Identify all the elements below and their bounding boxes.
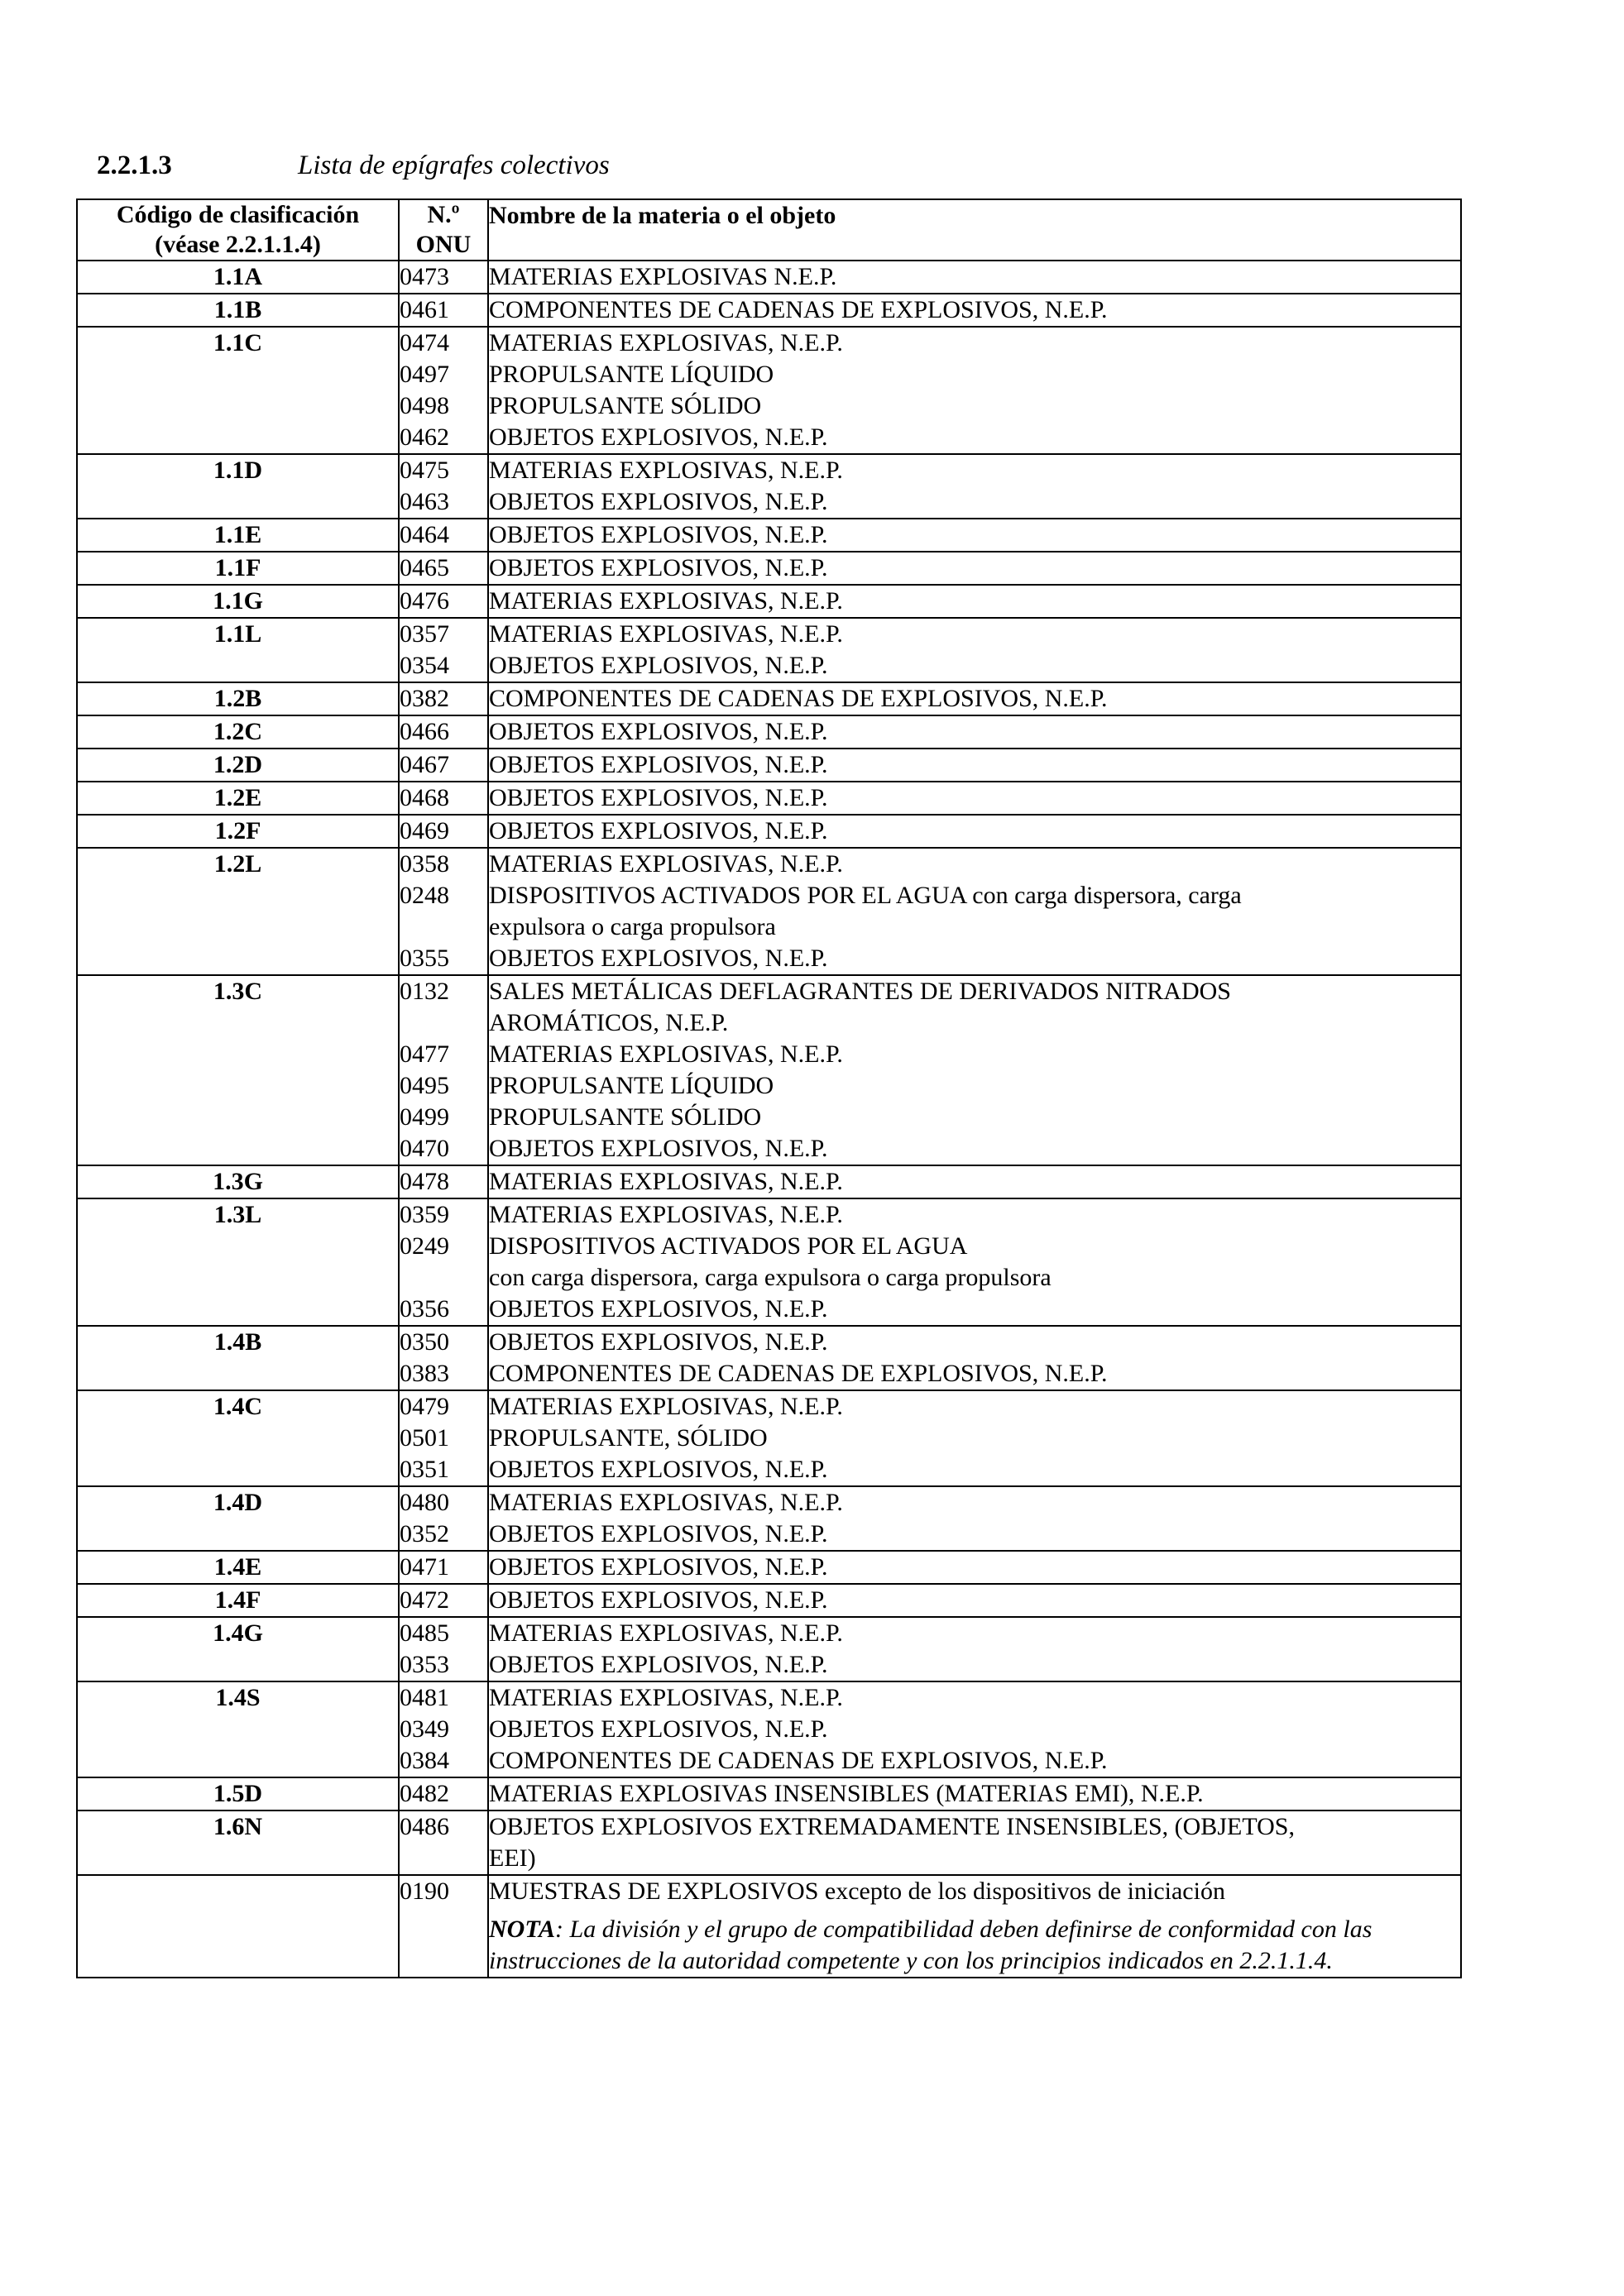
un-number: 0476	[399, 585, 488, 618]
substance-name: COMPONENTES DE CADENAS DE EXPLOSIVOS, N.E.P.	[488, 682, 1461, 715]
classification-code: 1.1A	[77, 261, 399, 294]
un-number: 0358 0248 0355	[399, 848, 488, 975]
substance-name: OBJETOS EXPLOSIVOS, N.E.P. COMPONENTES DE CADENAS DE EXPLOSIVOS, N.E.P.	[488, 1326, 1461, 1390]
classification-code: 1.4G	[77, 1617, 399, 1681]
table-row	[77, 552, 1461, 585]
classification-code: 1.5D	[77, 1777, 399, 1810]
un-number: 0350 0383	[399, 1326, 488, 1390]
un-number: 0465	[399, 552, 488, 585]
un-number: 0473	[399, 261, 488, 294]
table-row	[77, 261, 1461, 294]
classification-code	[77, 1875, 399, 1978]
substance-name: MUESTRAS DE EXPLOSIVOS excepto de los dispositivos de iniciación NOTA: La división y el grupo de compatibilidad deben definirse de conformidad con las instrucciones de la autoridad competente y con los principios indicados en 2.2.1.1.4.	[488, 1875, 1461, 1978]
substance-name: MATERIAS EXPLOSIVAS, N.E.P.	[488, 585, 1461, 618]
substance-name: MATERIAS EXPLOSIVAS, N.E.P. OBJETOS EXPLOSIVOS, N.E.P. COMPONENTES DE CADENAS DE EXPLOSIVOS, N.E.P.	[488, 1681, 1461, 1777]
table-row	[77, 1551, 1461, 1584]
substance-name: MATERIAS EXPLOSIVAS, N.E.P. OBJETOS EXPLOSIVOS, N.E.P.	[488, 1617, 1461, 1681]
substance-name: OBJETOS EXPLOSIVOS EXTREMADAMENTE INSENSIBLES, (OBJETOS, EEI)	[488, 1810, 1461, 1875]
table-row	[77, 585, 1461, 618]
un-number: 0467	[399, 749, 488, 782]
un-number: 0190	[399, 1875, 488, 1978]
table-row	[77, 1198, 1461, 1326]
substance-name: MATERIAS EXPLOSIVAS INSENSIBLES (MATERIAS EMI), N.E.P.	[488, 1777, 1461, 1810]
un-number: 0382	[399, 682, 488, 715]
classification-code: 1.1E	[77, 519, 399, 552]
header-classification-code: Código de clasificación (véase 2.2.1.1.4)	[77, 199, 399, 261]
substance-name: MATERIAS EXPLOSIVAS, N.E.P. OBJETOS EXPLOSIVOS, N.E.P.	[488, 454, 1461, 519]
classification-code: 1.1F	[77, 552, 399, 585]
substance-name: MATERIAS EXPLOSIVAS, N.E.P. OBJETOS EXPLOSIVOS, N.E.P.	[488, 618, 1461, 682]
substance-name: COMPONENTES DE CADENAS DE EXPLOSIVOS, N.E.P.	[488, 294, 1461, 327]
header-un-number: N.º ONU	[399, 199, 488, 261]
table-row	[77, 682, 1461, 715]
classification-code: 1.4B	[77, 1326, 399, 1390]
table-row	[77, 1584, 1461, 1617]
section-heading	[97, 146, 610, 185]
classification-code: 1.2B	[77, 682, 399, 715]
substance-name: OBJETOS EXPLOSIVOS, N.E.P.	[488, 749, 1461, 782]
un-number: 0357 0354	[399, 618, 488, 682]
substance-name: OBJETOS EXPLOSIVOS, N.E.P.	[488, 1551, 1461, 1584]
table-row	[77, 1810, 1461, 1875]
table-row	[77, 1326, 1461, 1390]
classification-code: 1.2E	[77, 782, 399, 815]
classification-code: 1.4E	[77, 1551, 399, 1584]
un-number: 0359 0249 0356	[399, 1198, 488, 1326]
table-row	[77, 782, 1461, 815]
classification-code: 1.1G	[77, 585, 399, 618]
substance-name: SALES METÁLICAS DEFLAGRANTES DE DERIVADOS NITRADOS AROMÁTICOS, N.E.P. MATERIAS EXPLOSIVAS, N.E.P. PROPULSANTE LÍQUIDO PROPULSANTE SÓLIDO OBJETOS EXPLOSIVOS, N.E.P.	[488, 975, 1461, 1165]
classification-code: 1.2F	[77, 815, 399, 848]
collective-entries-table	[76, 199, 1462, 1978]
table-row	[77, 1617, 1461, 1681]
classification-code: 1.2D	[77, 749, 399, 782]
table-row	[77, 1390, 1461, 1486]
table-row	[77, 454, 1461, 519]
table-row	[77, 294, 1461, 327]
substance-name: MATERIAS EXPLOSIVAS, N.E.P. PROPULSANTE, SÓLIDO OBJETOS EXPLOSIVOS, N.E.P.	[488, 1390, 1461, 1486]
classification-code: 1.4C	[77, 1390, 399, 1486]
classification-code: 1.4F	[77, 1584, 399, 1617]
un-number: 0482	[399, 1777, 488, 1810]
un-number: 0486	[399, 1810, 488, 1875]
header-substance-name: Nombre de la materia o el objeto	[488, 199, 1461, 261]
note	[489, 1914, 1460, 1977]
section-title: Lista de epígrafes colectivos	[298, 151, 610, 180]
substance-name: MATERIAS EXPLOSIVAS N.E.P.	[488, 261, 1461, 294]
classification-code: 1.1L	[77, 618, 399, 682]
substance-name: MATERIAS EXPLOSIVAS, N.E.P. DISPOSITIVOS ACTIVADOS POR EL AGUA con carga dispersora, carga expulsora o carga propulsora OBJETOS EXPLOSIVOS, N.E.P.	[488, 848, 1461, 975]
table-row	[77, 715, 1461, 749]
un-number: 0478	[399, 1165, 488, 1198]
table-row	[77, 848, 1461, 975]
un-number: 0480 0352	[399, 1486, 488, 1551]
table-row	[77, 1165, 1461, 1198]
un-number: 0469	[399, 815, 488, 848]
un-number: 0485 0353	[399, 1617, 488, 1681]
substance-name: OBJETOS EXPLOSIVOS, N.E.P.	[488, 552, 1461, 585]
substance-name: OBJETOS EXPLOSIVOS, N.E.P.	[488, 519, 1461, 552]
classification-code: 1.3L	[77, 1198, 399, 1326]
classification-code: 1.3G	[77, 1165, 399, 1198]
section-number: 2.2.1.3	[97, 151, 172, 180]
classification-code: 1.4S	[77, 1681, 399, 1777]
note-label: NOTA	[489, 1916, 556, 1943]
table-row	[77, 519, 1461, 552]
substance-name: OBJETOS EXPLOSIVOS, N.E.P.	[488, 815, 1461, 848]
un-number: 0481 0349 0384	[399, 1681, 488, 1777]
table-row	[77, 1777, 1461, 1810]
substance-name: MATERIAS EXPLOSIVAS, N.E.P. DISPOSITIVOS ACTIVADOS POR EL AGUA con carga dispersora, carga expulsora o carga propulsora OBJETOS EXPLOSIVOS, N.E.P.	[488, 1198, 1461, 1326]
classification-code: 1.1D	[77, 454, 399, 519]
classification-code: 1.1C	[77, 327, 399, 454]
un-number: 0461	[399, 294, 488, 327]
substance-name: OBJETOS EXPLOSIVOS, N.E.P.	[488, 1584, 1461, 1617]
substance-name: OBJETOS EXPLOSIVOS, N.E.P.	[488, 715, 1461, 749]
classification-code: 1.6N	[77, 1810, 399, 1875]
table-row	[77, 1875, 1461, 1978]
table-row	[77, 618, 1461, 682]
classification-code: 1.4D	[77, 1486, 399, 1551]
substance-name: MATERIAS EXPLOSIVAS, N.E.P. OBJETOS EXPLOSIVOS, N.E.P.	[488, 1486, 1461, 1551]
substance-name: MATERIAS EXPLOSIVAS, N.E.P.	[488, 1165, 1461, 1198]
table-row	[77, 1486, 1461, 1551]
substance-name: OBJETOS EXPLOSIVOS, N.E.P.	[488, 782, 1461, 815]
note-text: : La división y el grupo de compatibilidad deben definirse de conformidad con las instrucciones de la autoridad competente y con los principios indicados en 2.2.1.1.4.	[489, 1916, 1372, 1974]
classification-code: 1.2C	[77, 715, 399, 749]
un-number: 0471	[399, 1551, 488, 1584]
un-number: 0472	[399, 1584, 488, 1617]
un-number: 0475 0463	[399, 454, 488, 519]
table-row	[77, 1681, 1461, 1777]
classification-code: 1.2L	[77, 848, 399, 975]
un-number: 0466	[399, 715, 488, 749]
classification-code: 1.3C	[77, 975, 399, 1165]
un-number: 0479 0501 0351	[399, 1390, 488, 1486]
substance-name: MATERIAS EXPLOSIVAS, N.E.P. PROPULSANTE LÍQUIDO PROPULSANTE SÓLIDO OBJETOS EXPLOSIVOS, N.E.P.	[488, 327, 1461, 454]
table-header-row	[77, 199, 1461, 261]
un-number: 0468	[399, 782, 488, 815]
un-number: 0464	[399, 519, 488, 552]
table-row	[77, 975, 1461, 1165]
table-row	[77, 815, 1461, 848]
table-row	[77, 749, 1461, 782]
un-number: 0132 0477 0495 0499 0470	[399, 975, 488, 1165]
un-number: 0474 0497 0498 0462	[399, 327, 488, 454]
classification-code: 1.1B	[77, 294, 399, 327]
table-row	[77, 327, 1461, 454]
